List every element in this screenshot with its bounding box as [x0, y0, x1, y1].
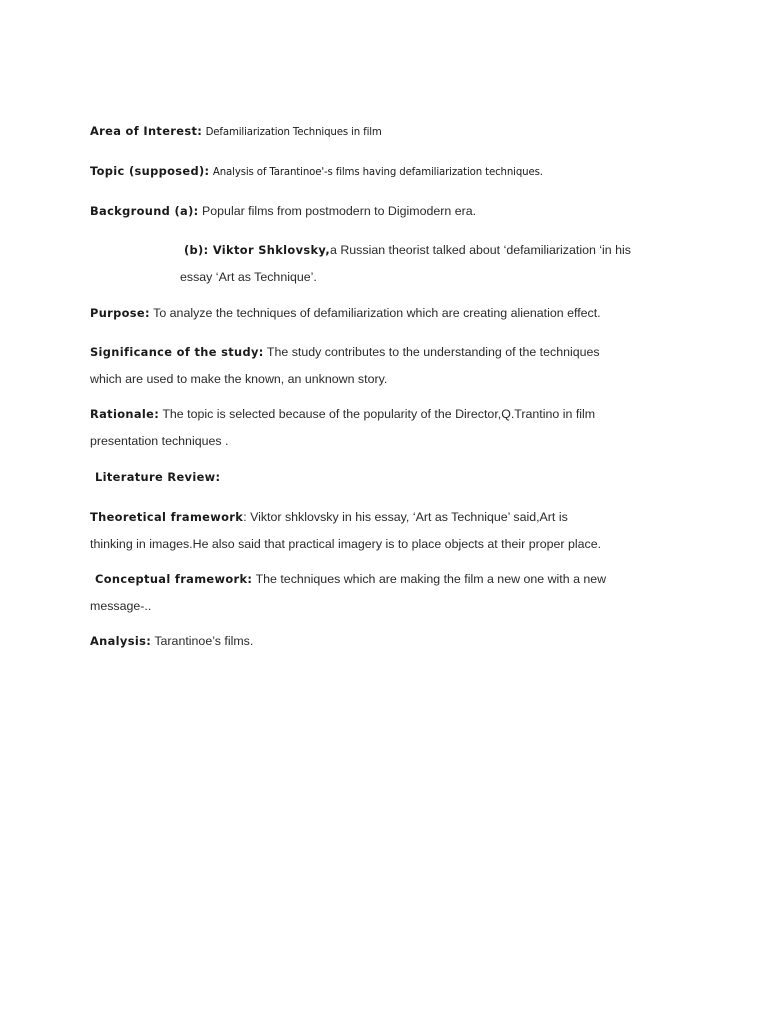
background-b-text-1: a Russian theorist talked about ‘defamiliarization ‘in his — [330, 243, 631, 257]
theoretical-framework-text-1: : Viktor shklovsky in his essay, ‘Art as Technique’ said,Art is — [243, 510, 568, 524]
background-b-label: (b): Viktor Shklovsky, — [184, 243, 330, 257]
rationale-line-2 — [90, 434, 228, 448]
rationale-text-2: presentation techniques . — [90, 434, 229, 448]
literature-review-heading — [95, 470, 220, 484]
analysis-text: Tarantinoe’s films. — [154, 634, 254, 648]
area-of-interest-line — [90, 124, 382, 140]
conceptual-framework-line-1 — [95, 572, 606, 586]
topic-text: Analysis of Tarantinoe'-s films having defamiliarization techniques. — [212, 167, 543, 178]
background-a-text: Popular films from postmodern to Digimodern era. — [202, 204, 477, 218]
significance-text-1: The study contributes to the understanding of the techniques — [266, 345, 600, 359]
significance-label: Significance of the study: — [90, 345, 264, 359]
topic-line — [90, 164, 543, 180]
theoretical-framework-label: Theoretical framework — [90, 510, 244, 524]
purpose-label: Purpose: — [90, 306, 150, 320]
rationale-text-1: The topic is selected because of the popularity of the Director,Q.Trantino in film — [162, 407, 596, 421]
conceptual-framework-text-2: message-.. — [90, 599, 152, 613]
background-b-line-1 — [184, 243, 631, 257]
background-b-text-2: essay ‘Art as Technique’. — [180, 270, 317, 284]
purpose-text: To analyze the techniques of defamiliarization which are creating alienation effect. — [153, 306, 601, 320]
analysis-line — [90, 634, 253, 648]
background-a-line — [90, 204, 476, 218]
area-of-interest-label: Area of Interest: — [90, 124, 203, 138]
background-a-label: Background (a): — [90, 204, 199, 218]
conceptual-framework-text-1: The techniques which are making the film a new one with a new — [255, 572, 607, 586]
conceptual-framework-label: Conceptual framework: — [95, 572, 253, 586]
area-of-interest-text: Defamiliarization Techniques in film — [205, 127, 382, 138]
purpose-line — [90, 306, 601, 320]
rationale-label: Rationale: — [90, 407, 160, 421]
conceptual-framework-line-2 — [90, 599, 151, 613]
significance-line-1 — [90, 345, 600, 359]
topic-label: Topic (supposed): — [90, 164, 210, 178]
theoretical-framework-line-1 — [90, 510, 568, 524]
analysis-label: Analysis: — [90, 634, 152, 648]
significance-line-2 — [90, 372, 387, 386]
significance-text-2: which are used to make the known, an unknown story. — [90, 372, 388, 386]
rationale-line-1 — [90, 407, 595, 421]
theoretical-framework-line-2 — [90, 537, 601, 551]
literature-review-label: Literature Review: — [95, 470, 221, 484]
background-b-line-2 — [180, 270, 317, 284]
theoretical-framework-text-2: thinking in images.He also said that practical imagery is to place objects at their proper place. — [90, 537, 602, 551]
